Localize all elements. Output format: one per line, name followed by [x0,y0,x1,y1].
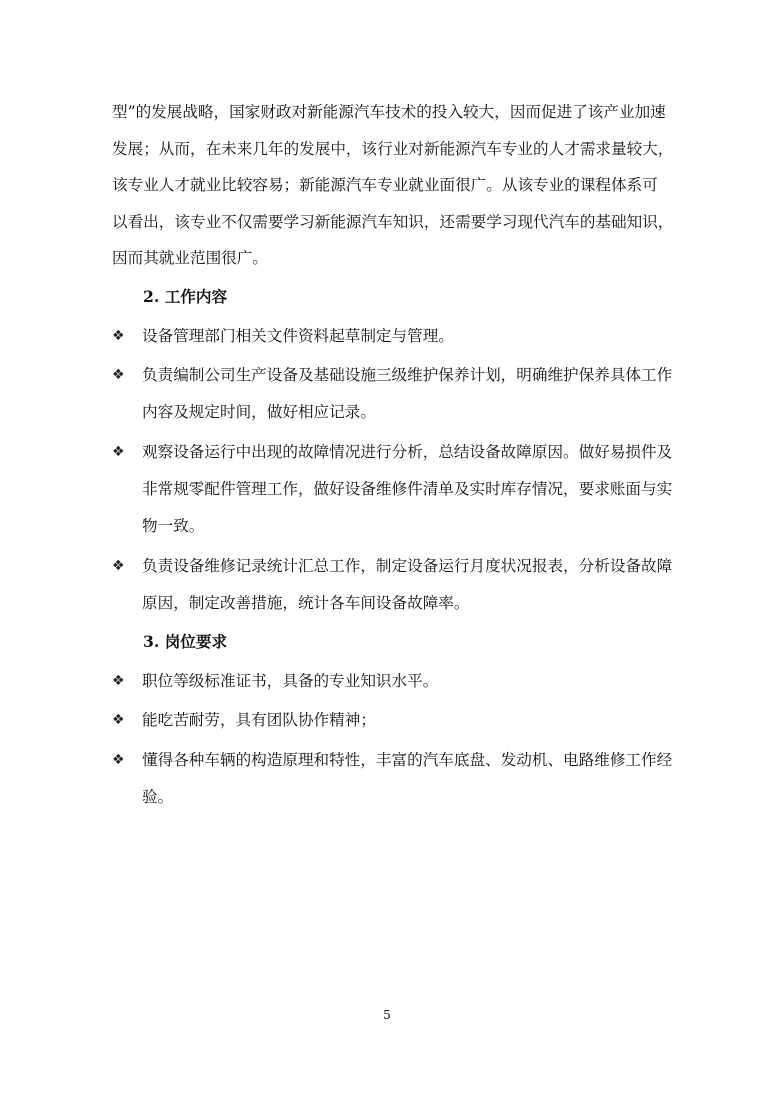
diamond-bullet-icon: ❖ [112,751,125,768]
diamond-bullet-icon: ❖ [112,327,125,344]
intro-line: 因而其就业范围很广。 [112,249,268,268]
list-item-text: 设备管理部门相关文件资料起草制定与管理。 [142,326,454,345]
list-item-text: 负责编制公司生产设备及基础设施三级维护保养计划，明确维护保养具体工作 [142,366,673,385]
list-item-text: 职位等级标准证书，具备的专业知识水平。 [142,671,439,690]
list-item-text: 物一致。 [142,517,205,536]
list-item-text: 非常规零配件管理工作，做好设备维修件清单及实时库存情况，要求账面与实 [142,480,673,499]
list-item [112,742,673,816]
list-item [112,357,673,431]
list-item-text: 内容及规定时间，做好相应记录。 [142,403,376,422]
work-content-list [112,318,673,623]
diamond-bullet-icon: ❖ [112,558,125,575]
section-heading-job-requirements: 3. 岗位要求 [143,632,228,652]
list-item-text: 能吃苦耐劳，具有团队协作精神； [142,711,376,730]
list-item-text: 原因，制定改善措施，统计各车间设备故障率。 [142,594,470,613]
diamond-bullet-icon: ❖ [112,712,125,729]
intro-paragraph [112,94,674,277]
list-item-text: 验。 [142,787,174,806]
list-item-text: 懂得各种车辆的构造原理和特性，丰富的汽车底盘、发动机、电路维修工作经 [142,750,673,769]
diamond-bullet-icon: ❖ [112,367,125,384]
list-item-text: 观察设备运行中出现的故障情况进行分析，总结设备故障原因。做好易损件及 [142,443,673,462]
intro-line: 该专业人才就业比较容易；新能源汽车专业就业面很广。从该专业的课程体系可 [112,176,658,195]
list-item [112,702,667,739]
intro-line: 型”的发展战略，国家财政对新能源汽车技术的投入较大，因而促进了该产业加速 [112,103,666,121]
page-number: 5 [383,1008,391,1022]
intro-line: 发展；从而，在未来几年的发展中，该行业对新能源汽车专业的人才需求量较大， [112,139,674,158]
list-item [112,318,667,355]
list-item [112,548,673,622]
job-requirements-list [112,663,673,816]
list-item [112,434,673,545]
page-content [112,94,674,816]
list-item-text: 负责设备维修记录统计汇总工作，制定设备运行月度状况报表，分析设备故障 [142,557,673,576]
diamond-bullet-icon: ❖ [112,444,125,461]
diamond-bullet-icon: ❖ [112,672,125,689]
intro-line: 以看出，该专业不仅需要学习新能源汽车知识，还需要学习现代汽车的基础知识， [112,212,674,231]
list-item [112,663,667,700]
section-heading-work-content: 2. 工作内容 [143,286,228,306]
